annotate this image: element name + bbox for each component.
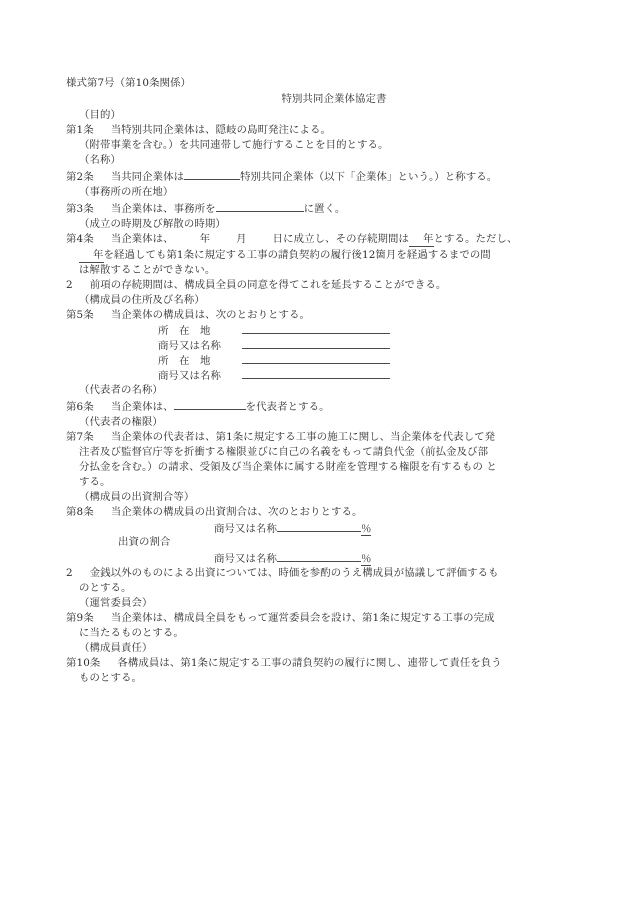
article-2-line-1 [66, 168, 566, 185]
article-10-text-1: 各構成員は、第1条に規定する工事の請負契約の履行に関し、連帯して責任を負う [117, 656, 502, 669]
article-6-line-1 [66, 398, 566, 415]
article-4-paragraph-2 [66, 278, 566, 293]
roster-row [158, 323, 566, 338]
paragraph-text: 金銭以外のものによる出資については、時価を参酌のうえ構成員が協議して評価するも [89, 566, 499, 579]
roster-blank-address-2[interactable] [242, 353, 390, 364]
roster-label-address-2: 所 在 地 [158, 354, 211, 367]
article-7-text-1: 当企業体の代表者は、第1条に規定する工事の施工に関し、当企業体を代表して発 [110, 431, 496, 444]
article-10-line-1 [66, 656, 566, 671]
share-label-2: 商号又は名称 [214, 553, 277, 566]
article-8-text: 当企業体の構成員の出資割合は、次のとおりとする。 [110, 506, 363, 519]
paragraph-number: 2 [66, 566, 73, 579]
article-4-text-c: を経過しても第1条に規定する工事の請負契約の履行後12箇月を経過するまでの間 [103, 248, 491, 261]
article-4-label: 第4条 [66, 233, 94, 246]
article-4-day-unit: 日に成立し、その存続期間は [272, 233, 410, 246]
article-4-term-unit-1: 年 [423, 233, 434, 246]
article-8-line-1 [66, 505, 566, 520]
term-years-blank-2[interactable] [79, 249, 104, 263]
roster-row [158, 368, 566, 383]
article-6-text-after: を代表者とする。 [245, 400, 330, 413]
article-4-text-b: とする。ただし、 [433, 233, 518, 246]
paragraph-number: 2 [66, 278, 73, 291]
document-body [66, 76, 566, 686]
article-4-month-unit: 月 [236, 233, 247, 246]
roster-blank-tradename-1[interactable] [242, 338, 390, 349]
representative-name-blank[interactable] [174, 398, 246, 410]
article-9-label: 第9条 [66, 611, 94, 624]
article-3-text-before: 当企業体は、事務所を [110, 203, 216, 216]
heading-member-address-name: （構成員の住所及び名称） [79, 293, 205, 306]
roster-blank-address-1[interactable] [242, 323, 390, 334]
article-5-line-1 [66, 308, 566, 323]
article-9-line-1 [66, 611, 566, 626]
article-3-label: 第3条 [66, 203, 94, 216]
roster-row [158, 353, 566, 368]
roster-label-address-1: 所 在 地 [158, 324, 211, 337]
article-8-paragraph-2-line-2: のとする。 [79, 581, 132, 594]
article-9-line-2: に当たるものとする。 [79, 626, 184, 639]
share-value-blank-2[interactable] [277, 550, 361, 562]
paragraph-text: 前項の存続期間は、構成員全員の同意を得てこれを延長することができる。 [89, 278, 447, 291]
roster-row [158, 338, 566, 353]
article-10-label: 第10条 [66, 656, 101, 669]
article-4-text-a: 当企業体は、 [110, 233, 174, 246]
share-row-1 [66, 520, 566, 535]
share-side-label: 出資の割合 [118, 536, 171, 549]
article-1-text: 当特別共同企業体は、隠岐の島町発注による。 [110, 124, 332, 137]
article-4-line-1 [66, 232, 566, 247]
article-4-year-unit: 年 [199, 233, 211, 246]
article-3-text-after: に置く。 [303, 203, 346, 216]
article-4-line-3: は解散することができない。 [79, 263, 216, 276]
heading-establishment-dissolution: （成立の時期及び解散の時期） [79, 218, 226, 231]
article-8-paragraph-2-line-1 [66, 566, 566, 581]
article-9-text-1: 当企業体は、構成員全員をもって運営委員会を設け、第1条に規定する工事の完成 [110, 611, 495, 624]
heading-member-liability: （構成員責任） [79, 641, 153, 654]
article-4-line-2 [66, 248, 566, 263]
roster-label-tradename-1: 商号又は名称 [158, 339, 221, 352]
heading-office-location: （事務所の所在地） [79, 186, 174, 199]
share-percent-unit-1: ％ [360, 523, 372, 536]
article-2-text-before: 当共同企業体は [110, 171, 185, 184]
member-roster [66, 323, 566, 383]
article-2-text-after: 特別共同企業体（以下「企業体」という。）と称する。 [240, 171, 498, 184]
office-location-blank[interactable] [216, 200, 304, 212]
article-7-line-4: する。 [79, 476, 111, 489]
article-6-label: 第6条 [66, 400, 94, 413]
roster-blank-tradename-2[interactable] [242, 368, 390, 379]
article-1-label: 第1条 [66, 124, 94, 137]
heading-name: （名称） [79, 154, 121, 167]
heading-purpose: （目的） [79, 109, 121, 122]
share-row-2 [66, 550, 566, 565]
heading-representative-name: （代表者の名称） [79, 383, 163, 396]
article-6-text-before: 当企業体は、 [110, 400, 174, 413]
article-4-term-unit-2: 年 [93, 248, 104, 261]
form-number: 様式第7号（第10条関係） [66, 77, 192, 89]
roster-label-tradename-2: 商号又は名称 [158, 369, 221, 382]
share-percent-unit-2: ％ [360, 553, 372, 566]
article-7-label: 第7条 [66, 431, 94, 444]
article-5-label: 第5条 [66, 308, 94, 321]
article-10-line-2: ものとする。 [79, 671, 142, 684]
article-8-label: 第8条 [66, 506, 94, 519]
article-1-line-1 [66, 123, 566, 138]
term-years-blank-1[interactable] [409, 233, 434, 247]
heading-contribution-ratio: （構成員の出資割合等） [79, 491, 195, 504]
share-value-blank-1[interactable] [277, 520, 361, 532]
heading-representative-authority: （代表者の権限） [79, 416, 163, 429]
article-7-line-1 [66, 430, 566, 445]
heading-management-committee: （運営委員会） [79, 596, 153, 609]
article-1-line-2: （附帯事業を含む。）を共同連帯して施行することを目的とする。 [79, 139, 389, 152]
article-7-line-3: 分払金を含む。）の請求、受領及び当企業体に属する財産を管理する権限を有するもの と [79, 461, 497, 474]
share-label-1: 商号又は名称 [214, 523, 277, 536]
document-title: 特別共同企業体協定書 [281, 93, 387, 106]
article-5-text: 当企業体の構成員は、次のとおりとする。 [110, 308, 311, 321]
entity-name-blank[interactable] [184, 168, 240, 180]
article-3-line-1 [66, 200, 566, 217]
article-2-label: 第2条 [66, 171, 94, 184]
article-7-line-2: 注者及び監督官庁等を折衝する権限並びに自己の名義をもって請負代金（前払金及び部 [79, 446, 489, 459]
